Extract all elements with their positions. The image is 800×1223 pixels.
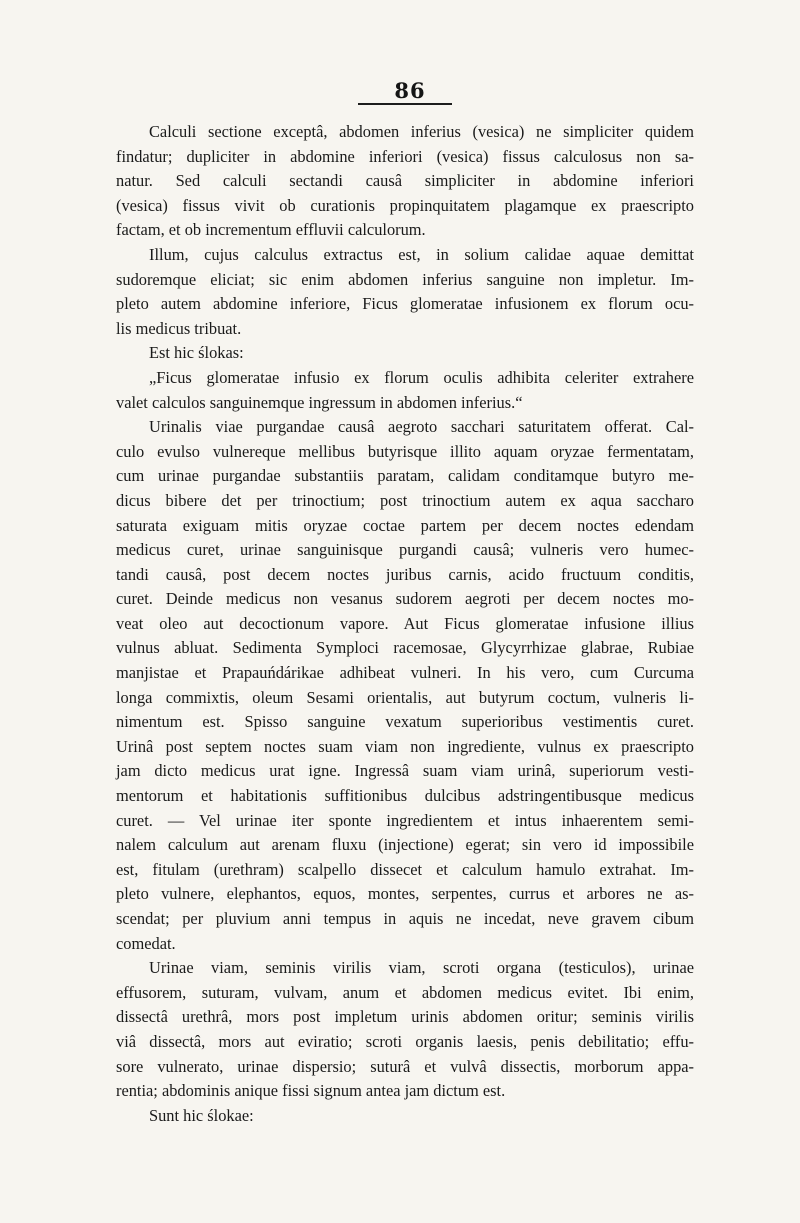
text-line: manjistae et Prapauńdárikae adhibeat vulneri. In his vero, cum Curcuma xyxy=(116,663,694,683)
text-line: sore vulnerato, urinae dispersio; suturâ et vulvâ dissectis, morborum appa- xyxy=(116,1056,694,1076)
page-number-rule xyxy=(358,103,452,105)
text-line: factam, et ob incrementum effluvii calculorum. xyxy=(116,220,426,240)
text-line: veat oleo aut decoctionum vapore. Aut Ficus glomeratae infusione illius xyxy=(116,613,694,633)
text-line: rentia; abdominis anique fissi signum antea jam dictum est. xyxy=(116,1081,506,1101)
text-line: Urinae viam, seminis virilis viam, scroti organa (testiculos), urinae xyxy=(149,958,694,978)
text-line: sudoremque eliciat; sic enim abdomen inferius sanguine non impletur. Im- xyxy=(116,269,694,289)
text-line: valet calculos sanguinemque ingressum in abdomen inferius.“ xyxy=(116,392,523,412)
text-line: scendat; per pluvium anni tempus in aquis ne incedat, neve gravem cibum xyxy=(116,909,694,928)
text-line: dissectâ urethrâ, mors post impletum urinis abdomen oritur; seminis virilis xyxy=(116,1007,694,1027)
text-line: Est hic ślokas: xyxy=(149,343,244,363)
text-line: culo evulso vulnereque mellibus butyrisque illito aquam oryzae fermentatam, xyxy=(116,441,694,461)
text-line: dicus bibere det per trinoctium; post trinoctium autem ex aqua saccharo xyxy=(116,490,694,510)
text-line: medicus curet, urinae sanguinisque purgandi causâ; vulneris vero humec- xyxy=(116,540,694,560)
text-line: „Ficus glomeratae infusio ex florum oculis adhibita celeriter extrahere xyxy=(149,367,694,387)
text-line: Urinâ post septem noctes suam viam non ingrediente, vulnus ex praescripto xyxy=(116,736,694,756)
text-line: findatur; dupliciter in abdomine inferiori (vesica) fissus calculosus non sa- xyxy=(116,146,694,166)
text-line: effusorem, suturam, vulvam, anum et abdomen medicus evitet. Ibi enim, xyxy=(116,982,694,1002)
text-line: cum urinae purgandae substantiis paratam, calidam conditamque butyro me- xyxy=(116,466,694,486)
text-line: tandi causâ, post decem noctes juribus carnis, acido fructuum conditis, xyxy=(116,564,694,584)
text-line: natur. Sed calculi sectandi causâ simpliciter in abdomine inferiori xyxy=(116,171,694,191)
text-line: mentorum et habitationis suffitionibus dulcibus adstringentibusque medicus xyxy=(116,786,694,806)
text-line: jam dicto medicus urat igne. Ingressâ suam viam urinâ, superiorum vesti- xyxy=(116,761,694,781)
text-line: curet. — Vel urinae iter sponte ingredientem et intus inhaerentem semi- xyxy=(116,810,694,830)
text-line: Sunt hic ślokae: xyxy=(149,1105,254,1125)
text-line: pleto autem abdomine inferiore, Ficus glomeratae infusionem ex florum ocu- xyxy=(116,294,694,314)
text-line: nimentum est. Spisso sanguine vexatum superioribus vestimentis curet. xyxy=(116,712,694,732)
text-line: est, fitulam (urethram) scalpello dissecet et calculum hamulo extrahat. Im- xyxy=(116,859,694,879)
text-line: viâ dissectâ, mors aut eviratio; scroti organis laesis, penis debilitatio; effu- xyxy=(116,1031,694,1051)
text-line: (vesica) fissus vivit ob curationis propinquitatem plagamque ex praescripto xyxy=(116,195,694,215)
page-number: 86 xyxy=(394,78,426,103)
text-line: Illum, cujus calculus extractus est, in solium calidae aquae demittat xyxy=(149,244,694,264)
text-line: saturata exiguam mitis oryzae coctae partem per decem noctes edendam xyxy=(116,515,694,535)
text-line: comedat. xyxy=(116,933,176,953)
text-line: vulnus abluat. Sedimenta Symploci racemosae, Glycyrrhizae glabrae, Rubiae xyxy=(116,638,694,658)
text-line: lis medicus tribuat. xyxy=(116,318,242,338)
text-line: longa commixtis, oleum Sesami orientalis, aut butyrum coctum, vulneris li- xyxy=(116,687,694,707)
body-text xyxy=(116,120,694,1128)
text-line: curet. Deinde medicus non vesanus sudorem aegroti per decem noctes mo- xyxy=(116,589,694,609)
text-line: Calculi sectione exceptâ, abdomen inferius (vesica) ne simpliciter quidem xyxy=(149,122,694,141)
text-line: Urinalis viae purgandae causâ aegroto sacchari saturitatem offerat. Cal- xyxy=(149,417,694,437)
text-line: nalem calculum aut arenam fluxu (injectione) egerat; sin vero id impossibile xyxy=(116,835,694,855)
text-line: pleto vulnere, elephantos, equos, montes, serpentes, currus et arbores ne as- xyxy=(116,884,694,904)
